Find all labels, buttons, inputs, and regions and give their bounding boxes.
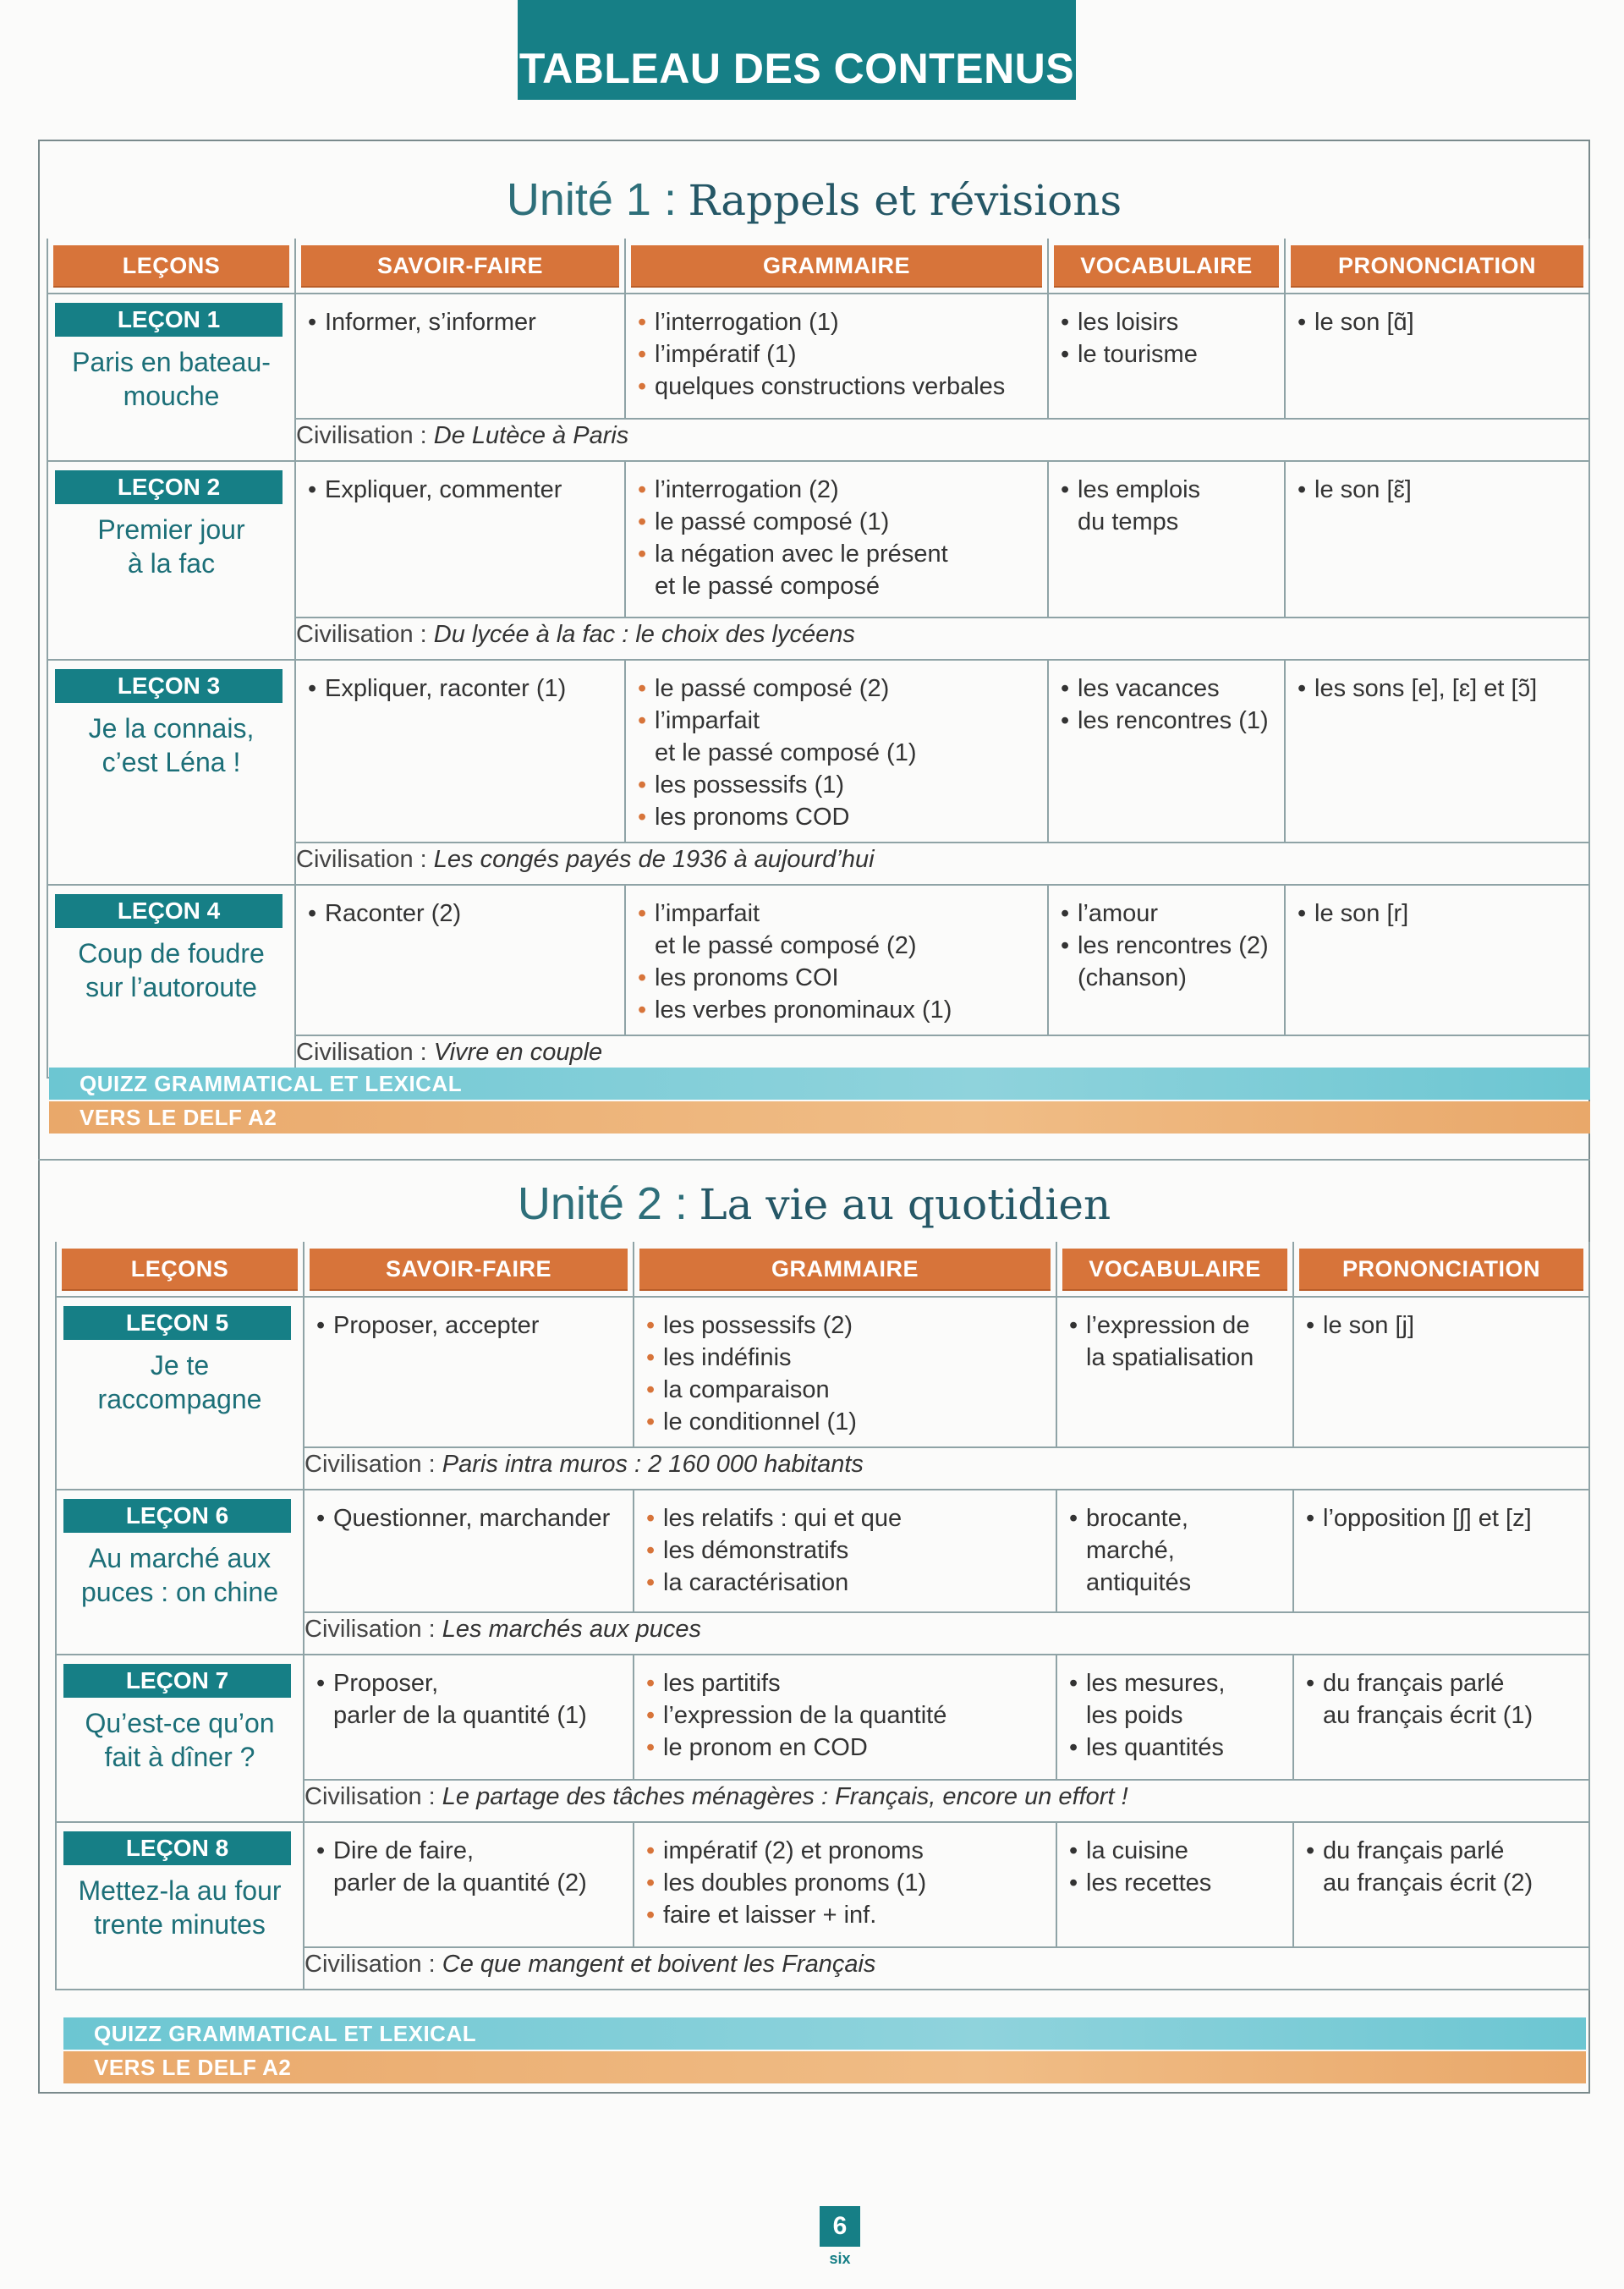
list-item: • les relatifs : qui et que — [645, 1502, 1047, 1534]
list-item: • les recettes — [1067, 1867, 1284, 1899]
list-item: • les possessifs (1) — [636, 769, 1039, 801]
header-grammaire: GRAMMAIRE — [631, 245, 1042, 286]
vocabulaire-list — [1057, 1823, 1292, 1908]
list-item: • le son [ɑ̃] — [1296, 306, 1580, 338]
lesson-name: Premier jour à la fac — [97, 514, 245, 579]
list-item: • impératif (2) et pronoms — [645, 1835, 1047, 1867]
list-item: • les partitifs — [645, 1667, 1047, 1699]
list-item: au français écrit (2) — [1323, 1869, 1533, 1897]
savoir-faire-list — [304, 1490, 633, 1543]
header-lecons: LEÇONS — [53, 245, 289, 286]
lesson-row — [47, 461, 1589, 618]
header-lecons: LEÇONS — [62, 1249, 298, 1289]
list-item: • le son [j] — [1304, 1309, 1580, 1342]
savoir-faire-list — [296, 661, 624, 713]
header-prononciation: PRONONCIATION — [1291, 245, 1583, 286]
list-item: • du français parlé — [1304, 1835, 1580, 1867]
header-grammaire: GRAMMAIRE — [639, 1249, 1051, 1289]
list-item: et le passé composé (1) — [655, 739, 917, 766]
list-item: • les quantités — [1067, 1732, 1284, 1764]
savoir-faire-list — [296, 294, 624, 347]
list-item: • Dire de faire, — [315, 1835, 624, 1867]
list-item: au français écrit (1) — [1323, 1702, 1533, 1729]
prononciation-list — [1286, 294, 1588, 347]
grammaire-list — [626, 661, 1047, 842]
header-vocabulaire: VOCABULAIRE — [1062, 1249, 1287, 1289]
lesson-row — [47, 660, 1589, 843]
lesson-row — [47, 294, 1589, 419]
page-title: TABLEAU DES CONTENUS — [518, 0, 1076, 100]
list-item: la spatialisation — [1086, 1344, 1254, 1371]
list-item: • le passé composé (1) — [636, 506, 1039, 538]
lesson-tag: LEÇON 4 — [55, 894, 283, 928]
list-item: • Raconter (2) — [306, 897, 616, 930]
list-item: • l’amour — [1059, 897, 1276, 930]
civilisation-line: Civilisation : De Lutèce à Paris — [295, 419, 1589, 461]
vocabulaire-list — [1057, 1298, 1292, 1382]
vocabulaire-list — [1049, 462, 1284, 546]
lesson-tag: LEÇON 6 — [63, 1499, 291, 1533]
grammaire-list — [626, 462, 1047, 611]
list-item: marché, — [1086, 1537, 1175, 1564]
civilisation-line: Civilisation : Vivre en couple — [295, 1035, 1589, 1078]
header-row — [56, 1242, 1589, 1297]
savoir-faire-list — [304, 1655, 633, 1740]
list-item: antiquités — [1086, 1569, 1192, 1596]
list-item: • l’interrogation (1) — [636, 306, 1039, 338]
list-item: • l’expression de la quantité — [645, 1699, 1047, 1732]
savoir-faire-list — [296, 886, 624, 938]
lesson-row — [56, 1490, 1589, 1612]
list-item: • l’opposition [ʃ] et [z] — [1304, 1502, 1580, 1534]
lesson-name: Paris en bateau- mouche — [72, 347, 271, 411]
list-item: • les indéfinis — [645, 1342, 1047, 1374]
list-item: • la cuisine — [1067, 1835, 1284, 1867]
unit-1-table — [47, 239, 1590, 1079]
list-item: • l’imparfait — [636, 705, 1039, 737]
grammaire-list — [634, 1823, 1056, 1940]
list-item: et le passé composé — [655, 573, 880, 600]
savoir-faire-list — [304, 1298, 633, 1350]
vocabulaire-list — [1049, 294, 1284, 379]
list-item: • les emplois — [1059, 474, 1276, 506]
list-item: (chanson) — [1078, 964, 1187, 991]
lesson-name: Au marché aux puces : on chine — [80, 1543, 279, 1607]
list-item: • Expliquer, commenter — [306, 474, 616, 506]
list-item: • les verbes pronominaux (1) — [636, 994, 1039, 1026]
list-item: • l’imparfait — [636, 897, 1039, 930]
list-item: • Proposer, accepter — [315, 1309, 624, 1342]
list-item: • le tourisme — [1059, 338, 1276, 371]
header-savoir-faire: SAVOIR-FAIRE — [310, 1249, 628, 1289]
grammaire-list — [634, 1490, 1056, 1607]
lesson-row — [47, 885, 1589, 1035]
list-item: • du français parlé — [1304, 1667, 1580, 1699]
civilisation-line: Civilisation : Du lycée à la fac : le choix des lycéens — [295, 618, 1589, 660]
list-item: • la négation avec le présent — [636, 538, 1039, 570]
lesson-name: Mettez-la au four trente minutes — [78, 1875, 282, 1940]
lesson-tag: LEÇON 2 — [55, 470, 283, 504]
list-item: parler de la quantité (2) — [333, 1869, 587, 1897]
civilisation-line: Civilisation : Paris intra muros : 2 160 000 habitants — [304, 1447, 1589, 1490]
lesson-name: Je la connais, c’est Léna ! — [88, 713, 255, 777]
lesson-tag: LEÇON 3 — [55, 669, 283, 703]
civilisation-line: Civilisation : Les marchés aux puces — [304, 1612, 1589, 1655]
lesson-name: Coup de foudre sur l’autoroute — [78, 938, 265, 1002]
lesson-tag: LEÇON 1 — [55, 303, 283, 337]
unit-1-title — [38, 173, 1590, 226]
list-item: • le passé composé (2) — [636, 672, 1039, 705]
list-item: • le pronom en COD — [645, 1732, 1047, 1764]
page-number-word: six — [829, 2250, 851, 2267]
list-item: • brocante, — [1067, 1502, 1284, 1534]
list-item: • Informer, s’informer — [306, 306, 616, 338]
lesson-name: Je te raccompagne — [97, 1350, 262, 1414]
list-item: • le son [r] — [1296, 897, 1580, 930]
list-item: les poids — [1086, 1702, 1183, 1729]
savoir-faire-list — [304, 1823, 633, 1908]
prononciation-list — [1294, 1298, 1588, 1350]
list-item: • quelques constructions verbales — [636, 371, 1039, 403]
list-item: du temps — [1078, 508, 1179, 535]
header-vocabulaire: VOCABULAIRE — [1054, 245, 1279, 286]
page-number: 6 — [820, 2206, 860, 2247]
list-item: • les possessifs (2) — [645, 1309, 1047, 1342]
grammaire-list — [634, 1655, 1056, 1772]
unit-1-number: Unité 1 : — [506, 174, 677, 225]
civilisation-line: Civilisation : Les congés payés de 1936 à aujourd’hui — [295, 843, 1589, 885]
unit-2-table — [55, 1242, 1590, 1990]
list-item: • le son [ɛ̃] — [1296, 474, 1580, 506]
list-item: • les mesures, — [1067, 1667, 1284, 1699]
delf-band-unit-2: VERS LE DELF A2 — [63, 2051, 1586, 2083]
quizz-band-unit-2: QUIZZ GRAMMATICAL ET LEXICAL — [63, 2017, 1586, 2050]
lesson-tag: LEÇON 5 — [63, 1306, 291, 1340]
prononciation-list — [1286, 462, 1588, 514]
lesson-row — [56, 1822, 1589, 1947]
civilisation-line: Civilisation : Ce que mangent et boivent les Français — [304, 1947, 1589, 1990]
list-item: • la comparaison — [645, 1374, 1047, 1406]
lesson-name: Qu’est-ce qu’on fait à dîner ? — [85, 1708, 275, 1772]
lesson-row — [56, 1655, 1589, 1780]
header-savoir-faire: SAVOIR-FAIRE — [301, 245, 619, 286]
vocabulaire-list — [1049, 661, 1284, 745]
unit-divider — [38, 1159, 1590, 1161]
list-item: • le conditionnel (1) — [645, 1406, 1047, 1438]
vocabulaire-list — [1057, 1655, 1292, 1772]
list-item: • les sons [e], [ɛ] et [ɔ̃] — [1296, 672, 1580, 705]
lesson-tag: LEÇON 7 — [63, 1664, 291, 1698]
unit-1-name: Rappels et révisions — [688, 176, 1122, 225]
lesson-tag: LEÇON 8 — [63, 1831, 291, 1865]
list-item: • Expliquer, raconter (1) — [306, 672, 616, 705]
list-item: • la caractérisation — [645, 1567, 1047, 1599]
quizz-band-unit-1: QUIZZ GRAMMATICAL ET LEXICAL — [49, 1068, 1590, 1100]
list-item: • les doubles pronoms (1) — [645, 1867, 1047, 1899]
list-item: • les vacances — [1059, 672, 1276, 705]
savoir-faire-list — [296, 462, 624, 514]
header-prononciation: PRONONCIATION — [1299, 1249, 1583, 1289]
list-item: • faire et laisser + inf. — [645, 1899, 1047, 1931]
list-item: parler de la quantité (1) — [333, 1702, 587, 1729]
prononciation-list — [1286, 886, 1588, 938]
list-item: • les pronoms COD — [636, 801, 1039, 833]
list-item: • l’interrogation (2) — [636, 474, 1039, 506]
list-item: • les rencontres (1) — [1059, 705, 1276, 737]
list-item: • l’impératif (1) — [636, 338, 1039, 371]
unit-2-title — [38, 1177, 1590, 1230]
list-item: • les loisirs — [1059, 306, 1276, 338]
list-item: • l’expression de — [1067, 1309, 1284, 1342]
vocabulaire-list — [1049, 886, 1284, 1002]
list-item: • les pronoms COI — [636, 962, 1039, 994]
grammaire-list — [634, 1298, 1056, 1446]
unit-2-number: Unité 2 : — [517, 1178, 688, 1229]
header-row — [47, 239, 1589, 294]
vocabulaire-list — [1057, 1490, 1292, 1607]
list-item: • Proposer, — [315, 1667, 624, 1699]
civilisation-line: Civilisation : Le partage des tâches ménagères : Français, encore un effort ! — [304, 1780, 1589, 1822]
grammaire-list — [626, 886, 1047, 1035]
prononciation-list — [1294, 1655, 1588, 1740]
unit-2-name: La vie au quotidien — [699, 1180, 1111, 1229]
delf-band-unit-1: VERS LE DELF A2 — [49, 1101, 1590, 1134]
lesson-row — [56, 1297, 1589, 1447]
prononciation-list — [1294, 1490, 1588, 1543]
list-item: • les rencontres (2) — [1059, 930, 1276, 962]
list-item: et le passé composé (2) — [655, 932, 917, 959]
prononciation-list — [1286, 661, 1588, 713]
list-item: • les démonstratifs — [645, 1534, 1047, 1567]
list-item: • Questionner, marchander — [315, 1502, 624, 1534]
prononciation-list — [1294, 1823, 1588, 1908]
grammaire-list — [626, 294, 1047, 411]
